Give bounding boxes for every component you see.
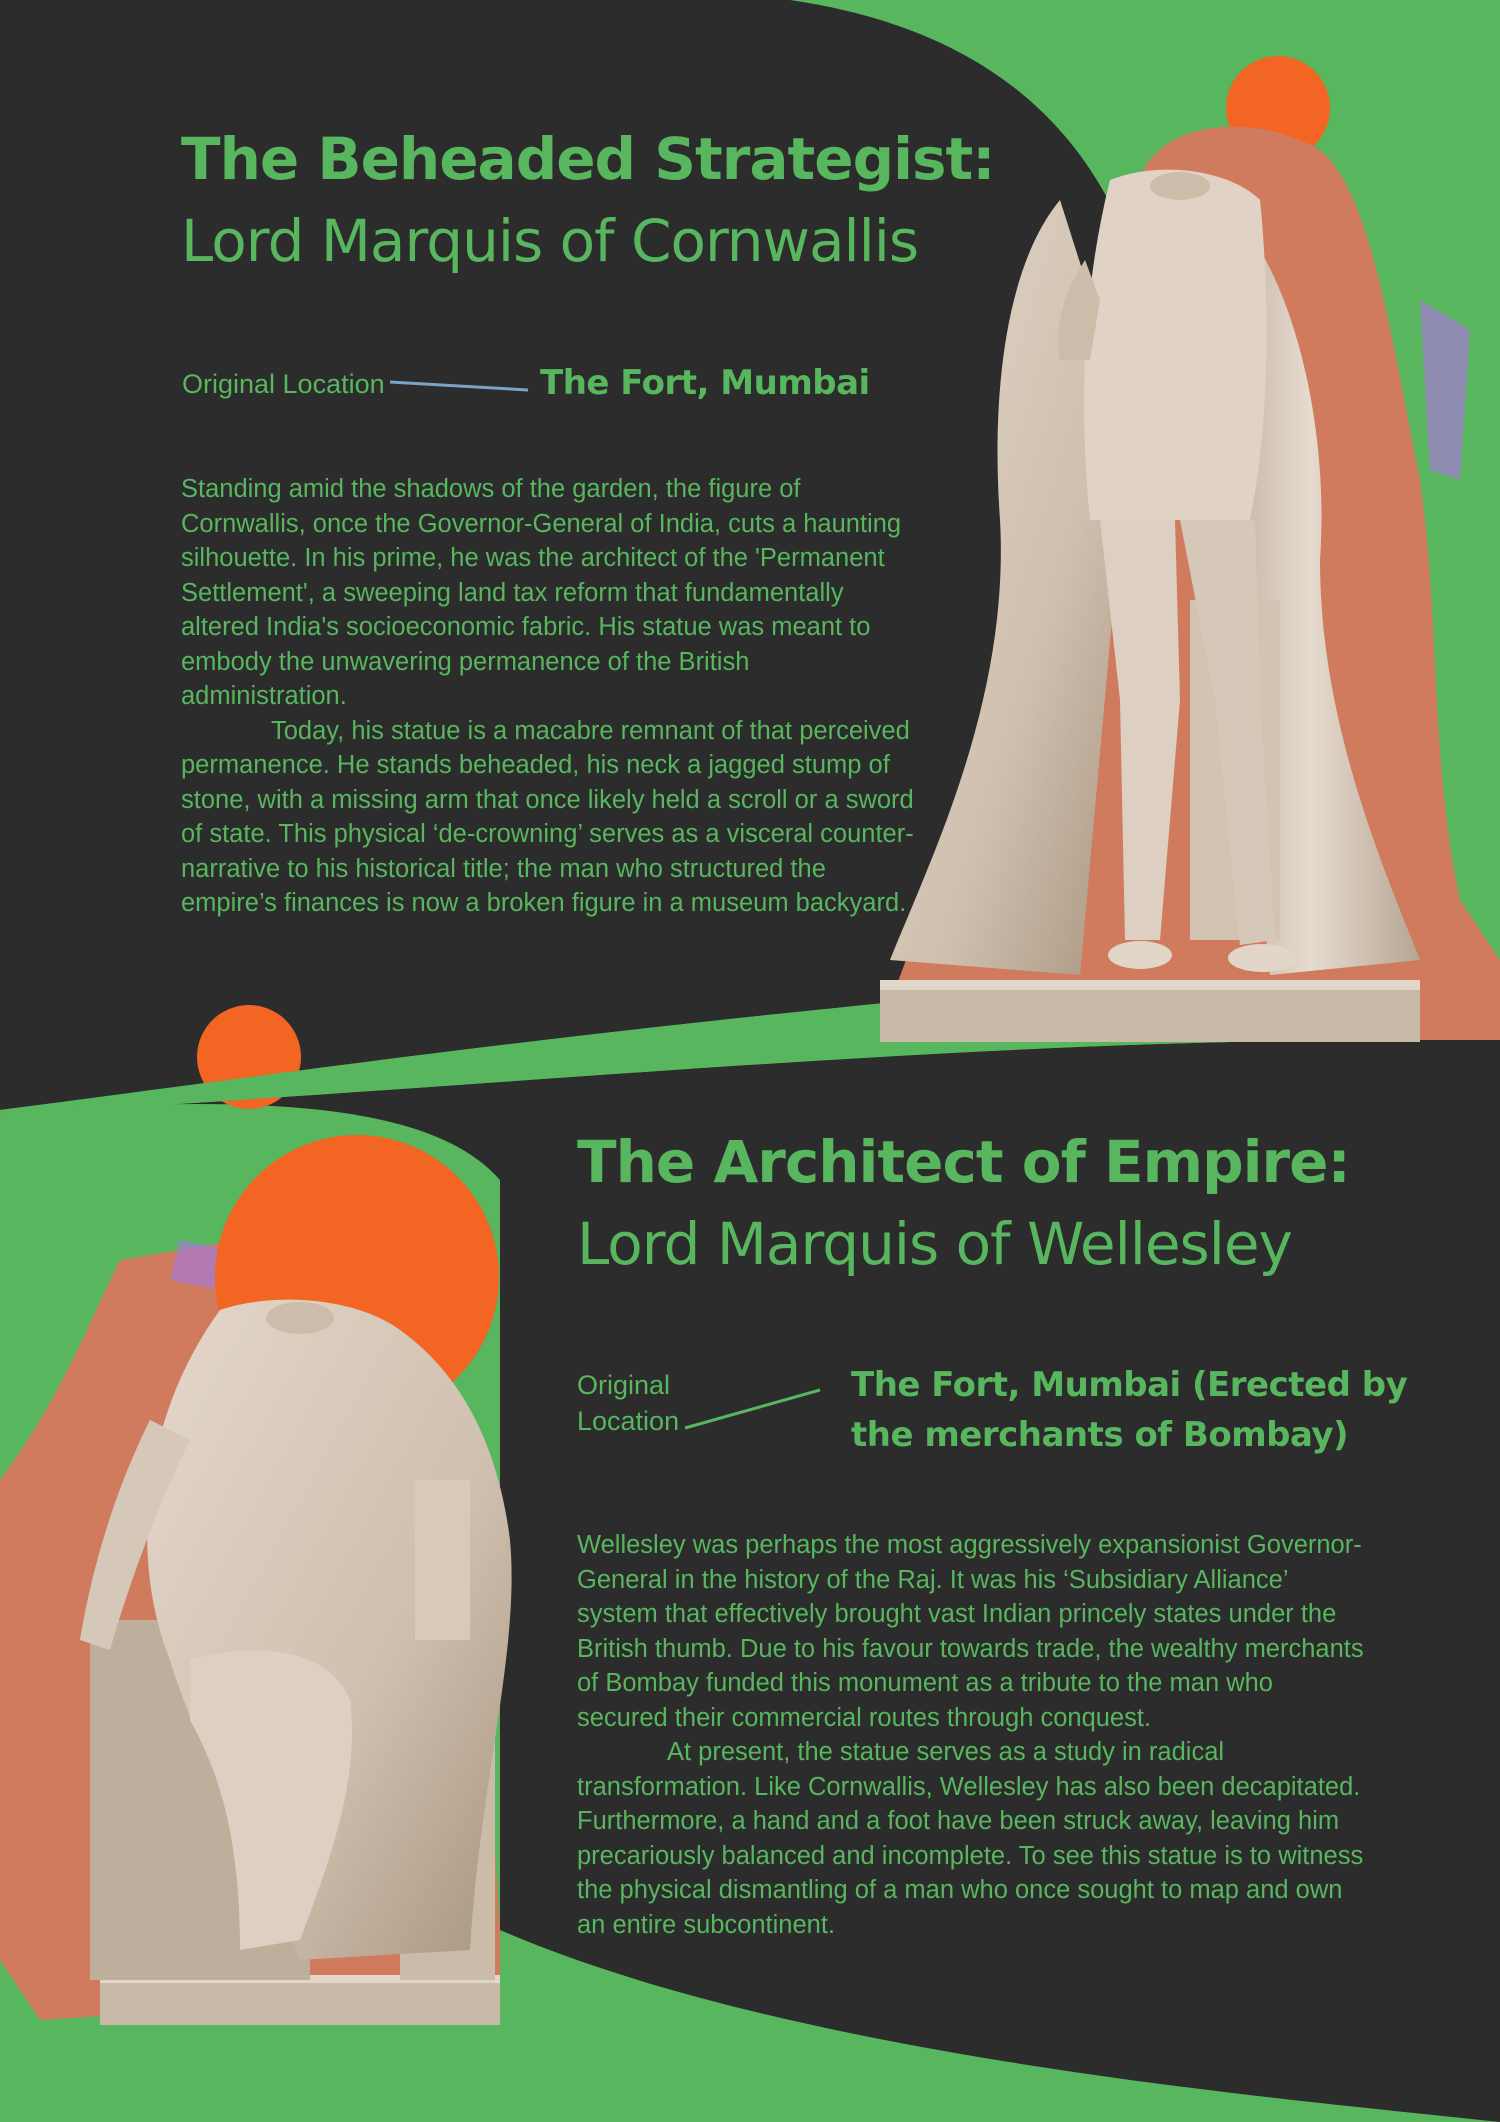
wellesley-paragraph-2: At present, the statue serves as a study in radical transformation. Like Cornwallis, Wellesley has also been decapitated. Furthermore, a hand and a foot have been struck away, leaving him precariously balanced and incomplete. To see this statue is to witness the physical dismantling of a man who once sought to map and own an entire subcontinent. — [577, 1738, 1364, 1939]
wellesley-title — [577, 1121, 1350, 1285]
cornwallis-body-text — [181, 472, 916, 921]
wellesley-paragraph-1: Wellesley was perhaps the most aggressively expansionist Governor-General in the history of the Raj. It was his ‘Subsidiary Alliance’ system that effectively brought vast Indian princely states under the British thumb. Due to his favour towards trade, the wealthy merchants of Bombay funded this monument as a tribute to the man who secured their commercial routes through conquest. — [577, 1531, 1364, 1732]
wellesley-title-bold: The Architect of Empire: — [577, 1128, 1350, 1196]
wellesley-location-label-line2: Location — [577, 1406, 680, 1436]
wellesley-location-value: The Fort, Mumbai (Erected by the merchants of Bombay) — [851, 1365, 1408, 1455]
cornwallis-title-bold: The Beheaded Strategist: — [181, 125, 995, 193]
wellesley-title-light: Lord Marquis of Wellesley — [577, 1210, 1292, 1278]
wellesley-location-label-line1: Original — [577, 1370, 671, 1400]
wellesley-body-text — [577, 1528, 1367, 1942]
cornwallis-location-value: The Fort, Mumbai — [540, 363, 870, 403]
connector-line-bottom — [685, 1390, 820, 1428]
cornwallis-title-light: Lord Marquis of Cornwallis — [181, 207, 919, 275]
cornwallis-paragraph-2: Today, his statue is a macabre remnant of that perceived permanence. He stands beheaded, his neck a jagged stump of stone, with a missing arm that once likely held a scroll or a sword of state. This physical ‘de-crowning’ serves as a visceral counter-narrative to his historical title; the man who structured the empire’s finances is now a broken figure in a museum backyard. — [181, 716, 914, 917]
cornwallis-paragraph-1: Standing amid the shadows of the garden, the figure of Cornwallis, once the Governor-General of India, cuts a haunting silhouette. In his prime, he was the architect of the 'Permanent Settlement', a sweeping land tax reform that fundamentally altered India's socioeconomic fabric. His statue was meant to embody the unwavering permanence of the British administration. — [181, 475, 902, 710]
cornwallis-title — [181, 118, 994, 282]
wellesley-location-label — [577, 1367, 679, 1439]
cornwallis-location-label: Original Location — [182, 369, 385, 399]
connector-line-top — [390, 382, 528, 390]
